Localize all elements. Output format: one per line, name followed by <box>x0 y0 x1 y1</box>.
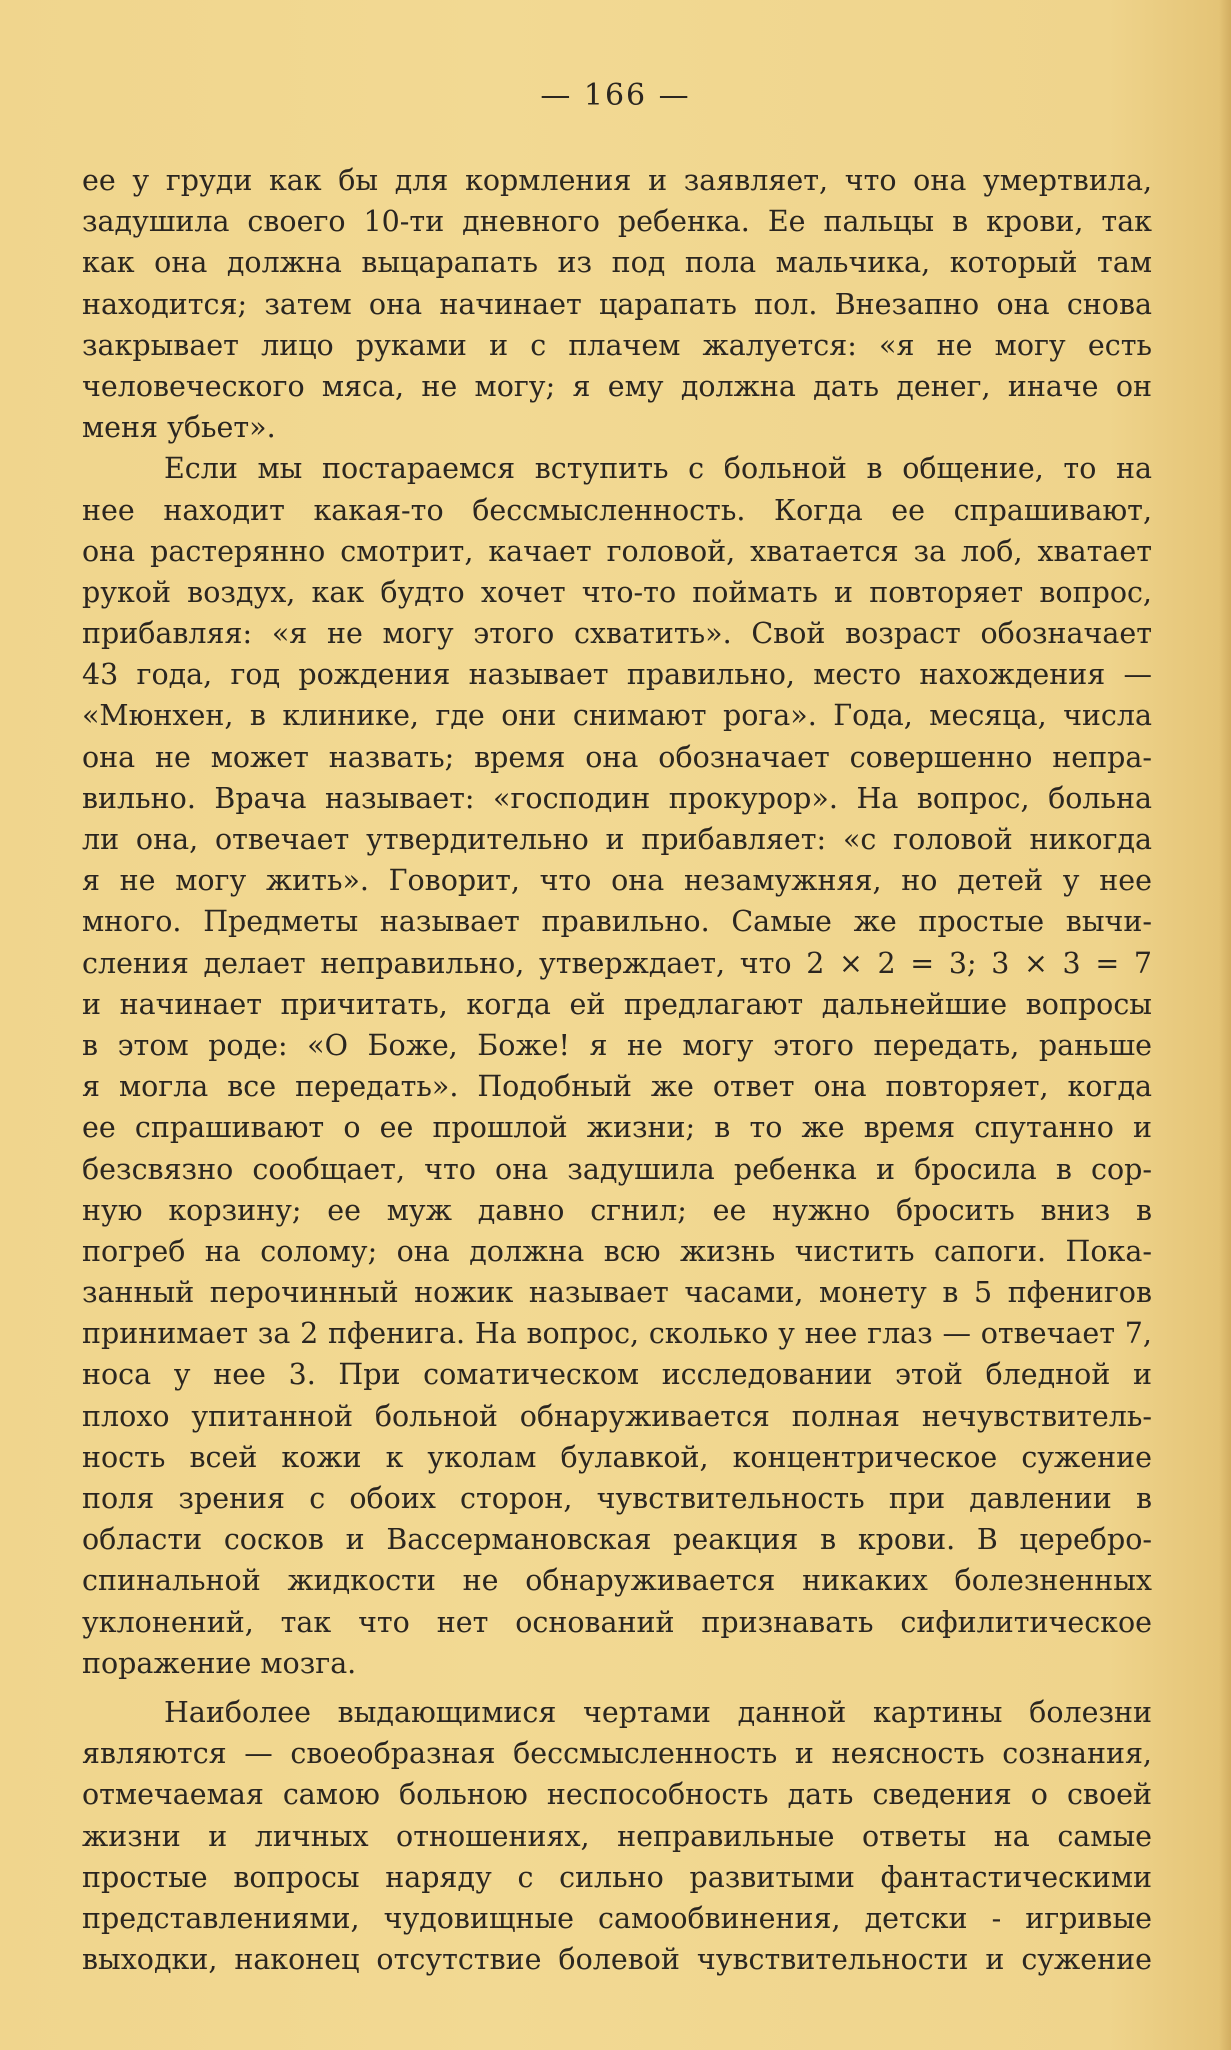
text-line: поражение мозга. <box>82 1646 357 1680</box>
text-line: задушила своего 10-ти дневного ребенка. Ее пальцы в крови, так <box>82 205 1152 239</box>
text-line: «Мюнхен, в клинике, где они снимают рога». Года, месяца, числа <box>82 699 1152 733</box>
text-line: выходки, наконец отсутствие болевой чувствительности и сужение <box>82 1943 1152 1977</box>
paragraph <box>82 1692 1152 1980</box>
text-line: я не могу жить». Говорит, что она незамужняя, но детей у нее <box>82 864 1152 898</box>
text-line: Наиболее выдающимися чертами данной картины болезни <box>164 1695 1152 1729</box>
text-line: простые вопросы наряду с сильно развитыми фантастическими <box>82 1860 1152 1894</box>
text-line: занный перочинный ножик называет часами, монету в 5 пфенигов <box>82 1276 1152 1310</box>
text-line: носа у нее 3. При соматическом исследовании этой бледной и <box>82 1358 1152 1392</box>
page-edge-shadow <box>1219 0 1231 2050</box>
text-line: ее у груди как бы для кормления и заявляет, что она умертвила, <box>82 164 1152 197</box>
text-line: рукой воздух, как будто хочет что-то поймать и повторяет вопрос, <box>82 575 1152 609</box>
text-line: безсвязно сообщает, что она задушила ребенка и бросила в сор- <box>82 1152 1152 1186</box>
text-line: 43 года, год рождения называет правильно, место нахождения — <box>82 658 1152 692</box>
page-number: — 166 — <box>540 78 691 113</box>
text-line: много. Предметы называет правильно. Самые же простые вычи- <box>82 905 1152 939</box>
text-line: представлениями, чудовищные самообвинения, детски - игривые <box>82 1901 1152 1935</box>
text-line: Если мы постараемся вступить с больной в общение, то на <box>164 452 1152 486</box>
text-line: человеческого мяса, не могу; я ему должна дать денег, иначе он <box>82 369 1152 403</box>
text-line: области сосков и Вассермановская реакция в крови. В церебро- <box>82 1523 1152 1557</box>
text-line: она не может назвать; время она обозначает совершенно непра- <box>82 740 1152 774</box>
text-line: принимает за 2 пфенига. На вопрос, сколько у нее глаз — отвечает 7, <box>82 1317 1152 1351</box>
text-line: вильно. Врача называет: «господин прокурор». На вопрос, больна <box>82 781 1152 815</box>
page-text <box>82 160 1152 1980</box>
text-line: являются — своеобразная бессмысленность и неясность сознания, <box>82 1737 1152 1771</box>
text-line: жизни и личных отношениях, неправильные ответы на самые <box>82 1819 1152 1853</box>
text-line: меня убьет». <box>82 411 276 445</box>
text-line: ее спрашивают о ее прошлой жизни; в то же время спутанно и <box>82 1111 1152 1145</box>
text-line: погреб на солому; она должна всю жизнь чистить сапоги. Пока- <box>82 1234 1152 1268</box>
text-line: как она должна выцарапать из под пола мальчика, который там <box>82 246 1152 280</box>
text-line: плохо упитанной больной обнаруживается полная нечувствитель- <box>82 1399 1152 1433</box>
paragraph <box>82 448 1152 1684</box>
text-line: сления делает неправильно, утверждает, что 2 × 2 = 3; 3 × 3 = 7 <box>82 946 1152 980</box>
text-line: она растерянно смотрит, качает головой, хватается за лоб, хватает <box>82 534 1152 568</box>
text-line: и начинает причитать, когда ей предлагают дальнейшие вопросы <box>82 987 1152 1021</box>
text-line: я могла все передать». Подобный же ответ она повторяет, когда <box>82 1070 1152 1104</box>
text-line: спинальной жидкости не обнаруживается никаких болезненных <box>82 1564 1152 1598</box>
text-line: в этом роде: «О Боже, Боже! я не могу этого передать, раньше <box>82 1028 1152 1062</box>
text-line: закрывает лицо руками и с плачем жалуется: «я не могу есть <box>82 328 1152 362</box>
paragraph <box>82 160 1152 448</box>
text-line: нее находит какая-то бессмысленность. Когда ее спрашивают, <box>82 493 1152 527</box>
text-line: отмечаемая самою больною неспособность дать сведения о своей <box>82 1778 1152 1812</box>
text-line: находится; затем она начинает царапать пол. Внезапно она снова <box>82 287 1152 321</box>
text-line: прибавляя: «я не могу этого схватить». Свой возраст обозначает <box>82 617 1152 651</box>
text-line: ную корзину; ее муж давно сгнил; ее нужно бросить вниз в <box>82 1193 1152 1227</box>
text-line: поля зрения с обоих сторон, чувствительность при давлении в <box>82 1482 1152 1515</box>
text-line: ли она, отвечает утвердительно и прибавляет: «с головой никогда <box>82 823 1152 856</box>
paragraph-gap <box>82 1684 1152 1692</box>
text-line: уклонений, так что нет оснований признавать сифилитическое <box>82 1605 1152 1639</box>
text-line: ность всей кожи к уколам булавкой, концентрическое сужение <box>82 1440 1152 1474</box>
